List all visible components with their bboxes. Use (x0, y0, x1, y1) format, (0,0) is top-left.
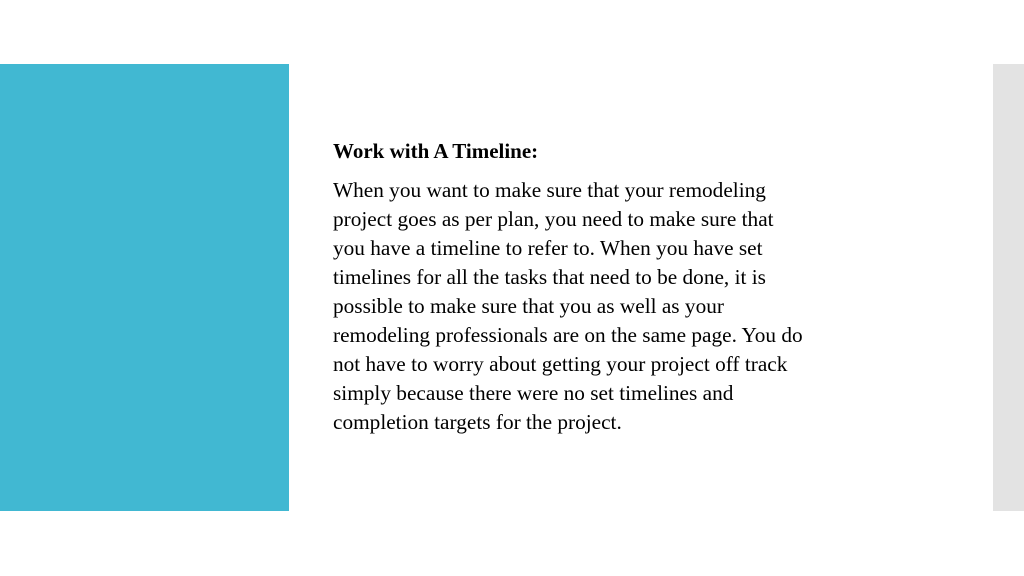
slide-body (333, 176, 933, 437)
body-line: completion targets for the project. (333, 410, 622, 434)
body-line: you have a timeline to refer to. When you have set (333, 236, 763, 260)
body-line: project goes as per plan, you need to make sure that (333, 207, 774, 231)
slide-heading: Work with A Timeline: (333, 139, 539, 163)
body-line: timelines for all the tasks that need to be done, it is (333, 265, 766, 289)
slide-content (333, 136, 933, 437)
body-line: not have to worry about getting your project off track (333, 352, 788, 376)
accent-panel (0, 64, 289, 511)
body-line: remodeling professionals are on the same page. You do (333, 323, 803, 347)
body-line: possible to make sure that you as well as your (333, 294, 724, 318)
body-line: When you want to make sure that your remodeling (333, 178, 766, 202)
body-line: simply because there were no set timelines and (333, 381, 734, 405)
side-strip (993, 64, 1024, 511)
